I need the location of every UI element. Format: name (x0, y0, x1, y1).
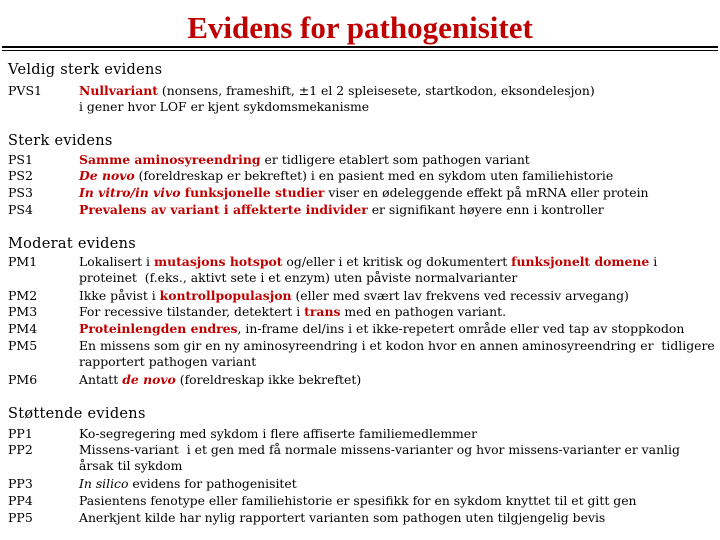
title-divider-thin (2, 50, 718, 51)
key-term: In silico (79, 476, 129, 491)
criterion-description (79, 254, 707, 286)
criterion-description (79, 83, 707, 115)
criterion-code: PM6 (8, 372, 38, 387)
key-term: Proteinlengden endres (79, 321, 238, 336)
description-line (79, 99, 707, 115)
description-line (79, 354, 707, 370)
criterion-code: PVS1 (8, 83, 42, 98)
criterion-description (79, 493, 707, 509)
criterion-description (79, 152, 707, 168)
criterion-code: PP2 (8, 442, 33, 457)
criterion-code: PS3 (8, 185, 33, 200)
criterion-description (79, 426, 707, 442)
criterion-description (79, 476, 707, 492)
text-segment: (foreldreskap er bekreftet) i en pasient med en sykdom uten familiehistorie (134, 168, 614, 183)
description-line (79, 83, 707, 99)
criterion-code: PM5 (8, 338, 38, 353)
text-segment: Ikke påvist i (79, 288, 160, 303)
text-segment: årsak til sykdom (79, 458, 183, 473)
text-segment: Pasientens fenotype eller familiehistorie er spesifikk for en sykdom knyttet til et gitt gen (79, 493, 637, 508)
criterion-description (79, 372, 707, 388)
text-segment: viser en ødeleggende effekt på mRNA eller protein (324, 185, 649, 200)
page-title: Evidens for pathogenisitet (187, 10, 533, 45)
text-segment: med en pathogen variant. (340, 304, 507, 319)
section-heading-moderate: Moderat evidens (8, 236, 137, 252)
title-divider-thick (2, 46, 718, 48)
key-term: In vitro/in vivo (79, 185, 181, 200)
description-line (79, 254, 707, 270)
text-segment: For recessive tilstander, detektert i (79, 304, 305, 319)
criterion-description (79, 338, 715, 370)
text-segment: er signifikant høyere enn i kontroller (367, 202, 604, 217)
criterion-code: PS4 (8, 202, 33, 217)
text-segment: proteinet (f.eks., aktivt sete i et enzym) uten påviste normalvarianter (79, 270, 518, 285)
section-heading-very-strong: Veldig sterk evidens (8, 62, 163, 78)
text-segment: (nonsens, frameshift, ±1 el 2 spleisesete, startkodon, eksondelesjon) (157, 83, 595, 98)
criterion-description (79, 288, 707, 304)
key-term: mutasjons hotspot (153, 254, 283, 269)
description-line (79, 270, 707, 286)
criterion-description (79, 168, 707, 184)
text-segment: Anerkjent kilde har nylig rapportert varianten som pathogen uten tilgjengelig bevis (79, 510, 606, 525)
criterion-description (79, 202, 707, 218)
key-term: kontrollpopulasjon (159, 288, 292, 303)
text-segment: Ko-segregering med sykdom i flere affiserte familiemedlemmer (79, 426, 478, 441)
criterion-code: PM1 (8, 254, 38, 269)
key-term: funksjonelle studier (180, 185, 325, 200)
key-term: de novo (122, 372, 176, 387)
key-term: Nullvariant (79, 83, 158, 98)
text-segment: Missens-variant i et gen med få normale missens-varianter og hvor missens-varianter er vanlig (79, 442, 680, 457)
criterion-code: PS1 (8, 152, 33, 167)
section-heading-supporting: Støttende evidens (8, 406, 146, 422)
key-term: De novo (79, 168, 135, 183)
text-segment: i (649, 254, 658, 269)
criterion-code: PP4 (8, 493, 33, 508)
section-heading-strong: Sterk evidens (8, 133, 113, 149)
description-line (79, 442, 707, 458)
text-segment: Antatt (79, 372, 123, 387)
key-term: Prevalens av variant i affekterte individer (79, 202, 368, 217)
description-line (79, 458, 707, 474)
key-term: trans (304, 304, 341, 319)
criterion-code: PP5 (8, 510, 33, 525)
text-segment: (foreldreskap ikke bekreftet) (175, 372, 362, 387)
text-segment: (eller med svært lav frekvens ved recessiv arvegang) (291, 288, 629, 303)
text-segment: rapportert pathogen variant (79, 354, 257, 369)
criterion-code: PP1 (8, 426, 33, 441)
key-term: Samme aminosyreendring (79, 152, 261, 167)
criterion-code: PM2 (8, 288, 38, 303)
text-segment: , in-frame del/ins i et ikke-repetert område eller ved tap av stoppkodon (237, 321, 685, 336)
description-line (79, 338, 715, 354)
criterion-description (79, 321, 707, 337)
text-segment: i gener hvor LOF er kjent sykdomsmekanisme (79, 99, 370, 114)
key-term: funksjonelt domene (511, 254, 650, 269)
criterion-code: PM4 (8, 321, 38, 336)
text-segment: og/eller i et kritisk og dokumentert (282, 254, 512, 269)
text-segment: En missens som gir en ny aminosyreendring i et kodon hvor en annen aminosyreendring er tidligere (79, 338, 715, 353)
criterion-description (79, 510, 707, 526)
criterion-description (79, 442, 707, 474)
criterion-description (79, 185, 707, 201)
criterion-code: PS2 (8, 168, 33, 183)
text-segment: er tidligere etablert som pathogen variant (260, 152, 530, 167)
criterion-code: PP3 (8, 476, 33, 491)
text-segment: evidens for pathogenisitet (128, 476, 297, 491)
criterion-description (79, 304, 707, 320)
criterion-code: PM3 (8, 304, 38, 319)
text-segment: Lokalisert i (79, 254, 154, 269)
